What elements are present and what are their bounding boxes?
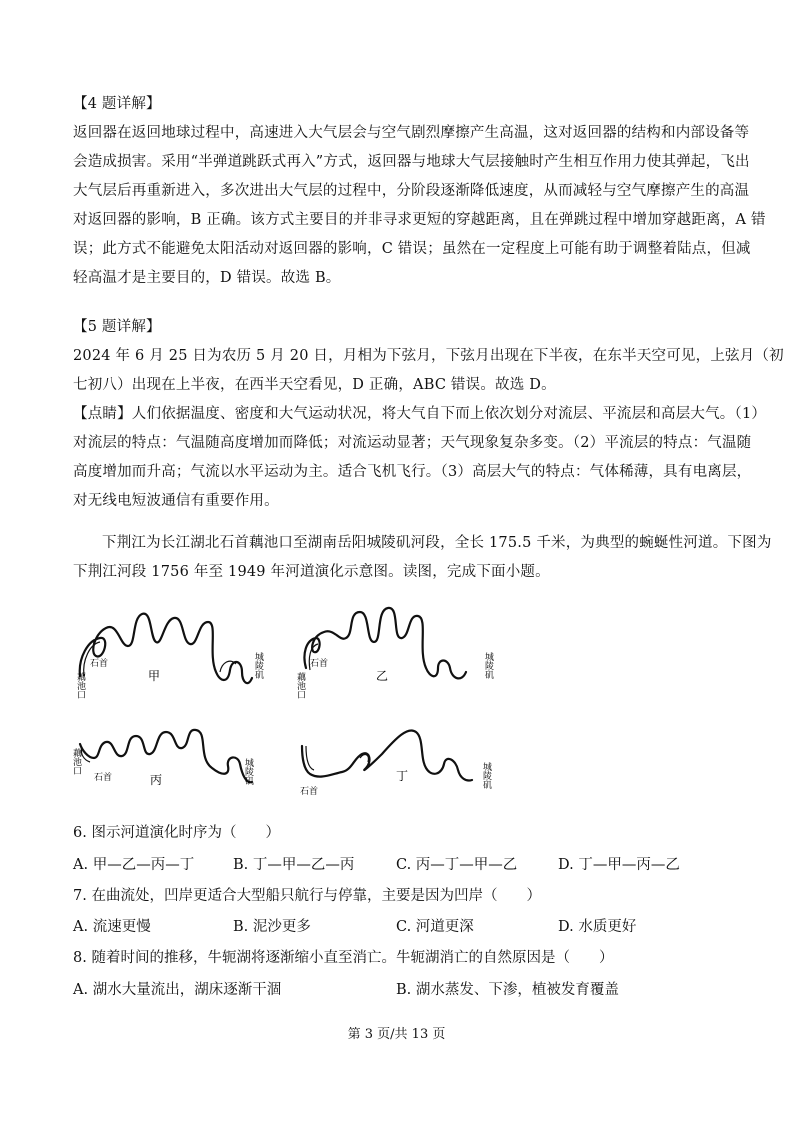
panel-jia [75, 614, 264, 699]
section-5-line: 七初八）出现在上半夜，在西半天空看见，D 正确，ABC 错误。故选 D。 [73, 377, 556, 393]
section-5 [73, 313, 784, 400]
question-7-stem: 7. 在曲流处，凹岸更适合大型船只航行与停靠，主要是因为凹岸（ ） [73, 888, 541, 904]
question-6-option-d[interactable]: D. 丁—甲—丙—乙 [558, 857, 680, 873]
section-4-line: 轻高温才是主要目的，D 错误。故选 B。 [73, 270, 341, 286]
panel-label: 乙 [376, 669, 389, 683]
question-8-option-b[interactable]: B. 湖水蒸发、下渗，植被发育覆盖 [396, 982, 619, 998]
section-4-line: 大气层后再重新进入，多次进出大气层的过程中，分阶段逐渐降低速度，从而减轻与空气摩擦产生的高温 [73, 183, 750, 199]
end-vertical-label: 城陵矶 [483, 652, 493, 679]
tip-line: 对无线电短波通信有重要作用。 [73, 493, 279, 509]
panel-yi [295, 608, 494, 699]
panel-bing [71, 730, 254, 787]
question-8-stem: 8. 随着时间的推移，牛轭湖将逐渐缩小直至消亡。牛轭湖消亡的自然原因是（ ） [73, 950, 614, 966]
end-vertical-label: 城陵矶 [253, 652, 263, 679]
question-6-option-a[interactable]: A. 甲—乙—丙—丁 [73, 857, 195, 873]
start-place-label: 石首 [94, 773, 113, 783]
page-footer: 第 3 页/共 13 页 [347, 1027, 446, 1042]
river-evolution-figure [70, 598, 520, 813]
question-7-option-c[interactable]: C. 河道更深 [396, 919, 474, 935]
tip-line: 【点睛】人们依据温度、密度和大气运动状况，将大气自下而上依次划分对流层、平流层和高层大气。（1） [73, 406, 767, 422]
tip-line: 对流层的特点：气温随高度增加而降低；对流运动显著；天气现象复杂多变。（2）平流层的特点：气温随 [73, 435, 752, 451]
question-7-option-b[interactable]: B. 泥沙更多 [233, 919, 311, 935]
intro-line: 下荆江为长江湖北石首藕池口至湖南岳阳城陵矶河段，全长 175.5 千米，为典型的蜿蜒性河道。下图为 [102, 535, 772, 551]
end-vertical-label: 城陵矶 [243, 758, 253, 785]
question-6-option-c[interactable]: C. 丙—丁—甲—乙 [396, 857, 518, 873]
intro-line: 下荆江河段 1756 年至 1949 年河道演化示意图。读图，完成下面小题。 [73, 564, 550, 580]
section-5-line: 2024 年 6 月 25 日为农历 5 月 20 日，月相为下弦月，下弦月出现在下半夜，在东半天空可见，上弦月（初 [73, 348, 784, 364]
tip-block [73, 400, 767, 516]
start-vertical-label: 藕池口 [71, 748, 81, 775]
section-4-line: 返回器在返回地球过程中，高速进入大气层会与空气剧烈摩擦产生高温，这对返回器的结构和内部设备等 [73, 125, 750, 141]
panel-ding [300, 730, 492, 797]
section-4-line: 会造成损害。采用“半弹道跳跃式再入”方式，返回器与地球大气层接触时产生相互作用力使其弹起，飞出 [73, 154, 750, 170]
end-vertical-label: 城陵矶 [481, 762, 491, 789]
question-7-option-d[interactable]: D. 水质更好 [558, 919, 637, 935]
start-place-label: 石首 [310, 659, 329, 669]
start-vertical-label: 藕池口 [295, 672, 305, 699]
intro-block [73, 529, 772, 587]
start-place-label: 石首 [90, 659, 109, 669]
section-4-line: 误；此方式不能避免太阳活动对返回器的影响，C 错误；虽然在一定程度上可能有助于调整着陆点，但减 [73, 241, 751, 257]
start-place-label: 石首 [300, 787, 319, 797]
section-4 [73, 90, 766, 293]
panel-label: 丙 [150, 773, 163, 787]
panel-label: 丁 [396, 769, 409, 783]
question-7-option-a[interactable]: A. 流速更慢 [73, 919, 151, 935]
question-8-option-a[interactable]: A. 湖水大量流出，湖床逐渐干涸 [73, 982, 282, 998]
panel-label: 甲 [148, 669, 161, 683]
question-6-stem: 6. 图示河道演化时序为（ ） [73, 825, 280, 841]
question-6-option-b[interactable]: B. 丁—甲—乙—丙 [233, 857, 355, 873]
tip-line: 高度增加而升高；气流以水平运动为主。适合飞机飞行。（3）高层大气的特点：气体稀薄，具有电离层， [73, 464, 752, 480]
section-5-heading: 【5 题详解】 [73, 319, 161, 335]
section-4-line: 对返回器的影响，B 正确。该方式主要目的并非寻求更短的穿越距离，且在弹跳过程中增加穿越距离，A 错 [73, 212, 766, 228]
start-vertical-label: 藕池口 [75, 672, 85, 699]
section-4-heading: 【4 题详解】 [73, 96, 161, 112]
